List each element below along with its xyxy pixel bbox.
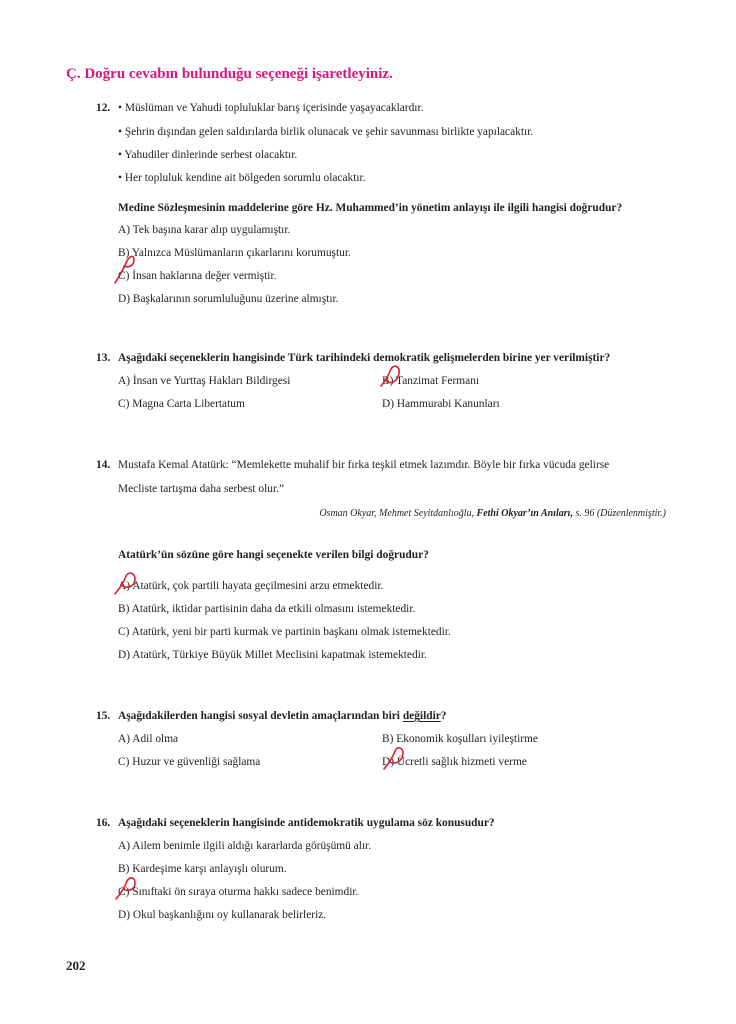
option-b[interactable]: B) Tanzimat Fermanı <box>382 375 480 387</box>
quote-source <box>319 508 666 519</box>
question-number: 15. <box>96 710 111 722</box>
source-title: Fethi Okyar’ın Anıları, <box>476 508 573 519</box>
option-a[interactable]: A) İnsan ve Yurttaş Hakları Bildirgesi <box>118 375 291 387</box>
page-number: 202 <box>66 958 86 973</box>
question-text-main: Aşağıdakilerden hangisi sosyal devletin amaçlarından biri <box>118 710 403 722</box>
question-emphasis: değildir <box>402 710 441 722</box>
bullet-1: • Müslüman ve Yahudi topluluklar barış içerisinde yaşayacaklardır. <box>118 102 424 114</box>
option-d[interactable]: D) Ücretli sağlık hizmeti verme <box>382 756 527 768</box>
bullet-2: • Şehrin dışından gelen saldırılarda birlik olunacak ve şehir savunması birlikte yapılacaktır. <box>118 126 534 138</box>
question-text: Medine Sözleşmesinin maddelerine göre Hz. Muhammed’in yönetim anlayışı ile ilgili hangisi doğrudur? <box>118 202 623 214</box>
option-b[interactable]: B) Ekonomik koşulları iyileştirme <box>382 733 538 745</box>
question-text: Aşağıdaki seçeneklerin hangisinde Türk tarihindeki demokratik gelişmelerden birine yer verilmiştir? <box>118 352 611 364</box>
option-d[interactable]: D) Başkalarının sorumluluğunu üzerine almıştır. <box>118 293 339 305</box>
option-b[interactable]: B) Atatürk, iktidar partisinin daha da etkili olmasını istemektedir. <box>118 603 416 615</box>
question-text <box>118 710 447 722</box>
option-d[interactable]: D) Atatürk, Türkiye Büyük Millet Meclisini kapatmak istemektedir. <box>118 649 427 661</box>
option-b[interactable]: B) Kardeşime karşı anlayışlı olurum. <box>118 863 287 875</box>
quote-line-1: Mustafa Kemal Atatürk: “Memlekette muhalif bir fırka teşkil etmek lazımdır. Böyle bir fırka vücuda gelirse <box>118 459 610 471</box>
question-number: 12. <box>96 102 111 114</box>
option-d[interactable]: D) Okul başkanlığını oy kullanarak belirleriz. <box>118 909 327 921</box>
option-a[interactable]: A) Tek başına karar alıp uygulamıştır. <box>118 224 291 236</box>
option-a[interactable]: A) Ailem benimle ilgili aldığı kararlarda görüşümü alır. <box>118 840 372 852</box>
option-d[interactable]: D) Hammurabi Kanunları <box>382 398 500 410</box>
option-c[interactable]: C) İnsan haklarına değer vermiştir. <box>118 270 277 282</box>
bullet-4: • Her topluluk kendine ait bölgeden sorumlu olacaktır. <box>118 172 366 184</box>
option-a[interactable]: A) Atatürk, çok partili hayata geçilmesini arzu etmektedir. <box>118 580 384 592</box>
option-c[interactable]: C) Magna Carta Libertatum <box>118 398 245 410</box>
question-text: Atatürk’ün sözüne göre hangi seçenekte verilen bilgi doğrudur? <box>118 549 429 561</box>
option-c[interactable]: C) Sınıftaki ön sıraya oturma hakkı sadece benimdir. <box>118 886 359 898</box>
option-a[interactable]: A) Adil olma <box>118 733 179 745</box>
question-number: 13. <box>96 352 111 364</box>
option-c[interactable]: C) Huzur ve güvenliği sağlama <box>118 756 261 768</box>
question-mark: ? <box>440 710 447 722</box>
question-number: 14. <box>96 459 111 471</box>
question-text: Aşağıdaki seçeneklerin hangisinde antidemokratik uygulama söz konusudur? <box>118 817 495 829</box>
section-heading: Ç. Doğru cevabın bulunduğu seçeneği işaretleyiniz. <box>66 66 393 82</box>
source-authors: Osman Okyar, Mehmet Seyitdanlıoğlu, <box>319 508 477 519</box>
question-number: 16. <box>96 817 111 829</box>
bullet-3: • Yahudiler dinlerinde serbest olacaktır. <box>118 149 298 161</box>
source-rest: s. 96 (Düzenlenmiştir.) <box>572 508 666 519</box>
quote-line-2: Mecliste tartışma daha serbest olur.” <box>118 483 285 495</box>
option-c[interactable]: C) Atatürk, yeni bir parti kurmak ve partinin başkanı olmak istemektedir. <box>118 626 451 638</box>
option-b[interactable]: B) Yalnızca Müslümanların çıkarlarını korumuştur. <box>118 247 351 259</box>
